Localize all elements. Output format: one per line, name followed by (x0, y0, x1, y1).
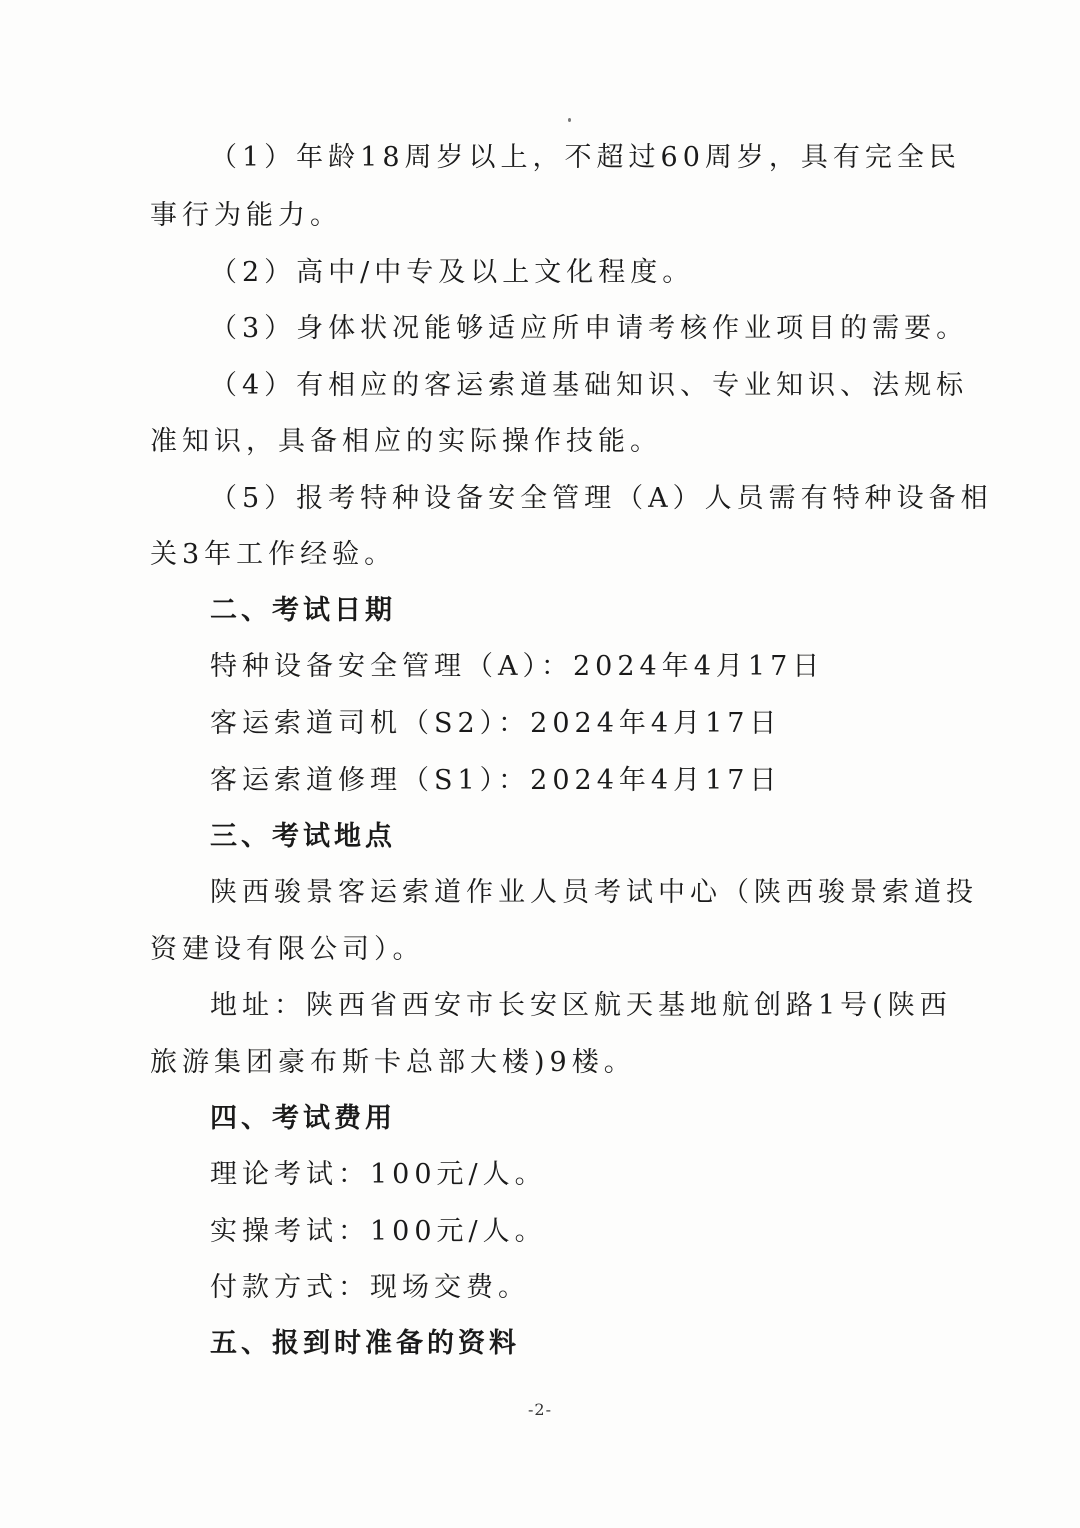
exam-date-s1: 客运索道修理（S1）：2024年4月17日 (210, 765, 782, 796)
exam-fee-practical: 实操考试：100元/人。 (210, 1216, 547, 1247)
requirement-5-line-1: （5）报考特种设备安全管理（A）人员需有特种设备相 (210, 483, 993, 514)
requirement-4-line-2: 准知识，具备相应的实际操作技能。 (150, 426, 662, 457)
requirement-1-line-1: （1）年龄18周岁以上，不超过60周岁，具有完全民 (210, 142, 961, 173)
scan-speck (568, 118, 571, 122)
requirement-1-line-2: 事行为能力。 (150, 200, 342, 231)
exam-address-line-2: 旅游集团豪布斯卡总部大楼)9楼。 (150, 1047, 636, 1078)
exam-date-s2: 客运索道司机（S2）：2024年4月17日 (210, 708, 782, 739)
exam-location-heading: 三、考试地点 (210, 821, 396, 852)
requirement-3: （3）身体状况能够适应所申请考核作业项目的需要。 (210, 313, 969, 344)
requirement-5-line-2: 关3年工作经验。 (150, 539, 397, 570)
exam-date-heading: 二、考试日期 (210, 595, 396, 626)
exam-date-a: 特种设备安全管理（A）：2024年4月17日 (210, 651, 825, 682)
exam-fee-theory: 理论考试：100元/人。 (210, 1159, 547, 1190)
exam-fee-heading: 四、考试费用 (210, 1103, 396, 1134)
materials-heading: 五、报到时准备的资料 (210, 1328, 520, 1359)
requirement-2: （2）高中/中专及以上文化程度。 (210, 257, 695, 288)
exam-location-line-1: 陕西骏景客运索道作业人员考试中心（陕西骏景索道投 (210, 877, 978, 908)
exam-location-line-2: 资建设有限公司）。 (150, 934, 425, 965)
requirement-4-line-1: （4）有相应的客运索道基础知识、专业知识、法规标 (210, 370, 969, 401)
page-number: -2- (528, 1400, 552, 1419)
exam-address-line-1: 地址：陕西省西安市长安区航天基地航创路1号(陕西 (210, 990, 952, 1021)
exam-fee-payment: 付款方式：现场交费。 (210, 1272, 530, 1303)
